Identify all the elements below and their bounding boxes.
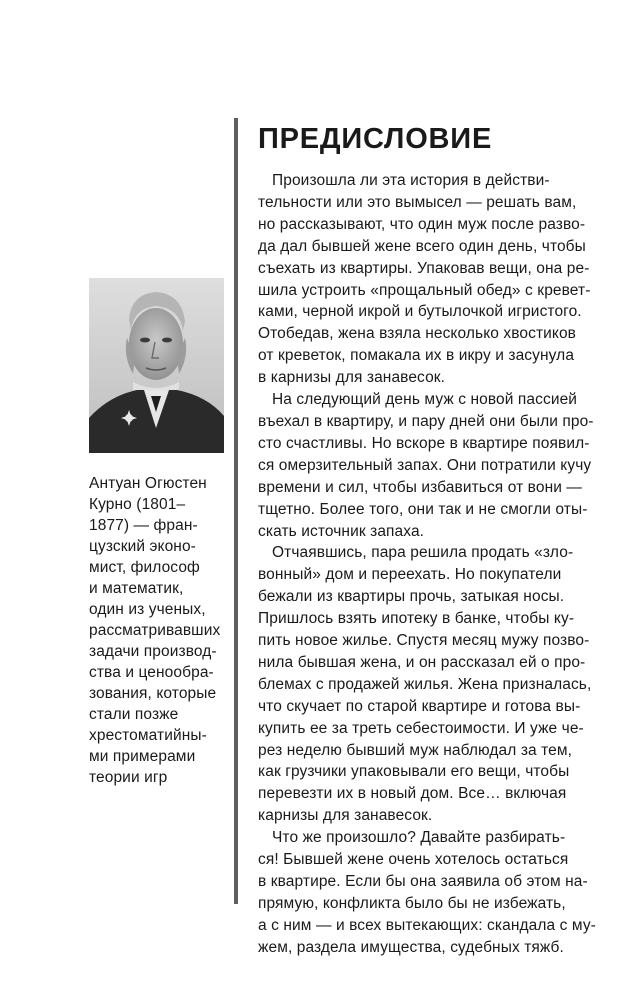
body-line: тельности или это вымысел — решать вам, bbox=[258, 193, 577, 211]
body-line: ся омерзительный запах. Они потратили кучу bbox=[258, 456, 592, 474]
body-line: На следующий день муж с новой пассией bbox=[272, 391, 578, 409]
body-line: блемах с продажей жилья. Жена призналась, bbox=[258, 675, 592, 693]
caption-line: теории игр bbox=[89, 769, 168, 786]
portrait-illustration bbox=[89, 278, 224, 453]
portrait-photo bbox=[89, 278, 224, 453]
page-title: ПРЕДИСЛОВИЕ bbox=[258, 123, 493, 155]
body-line: сто счастливы. Но вскоре в квартире появил- bbox=[258, 434, 590, 452]
body-line: Что же произошло? Давайте разбирать- bbox=[272, 829, 566, 847]
body-line: шила устроить «прощальный обед» с кревет- bbox=[258, 281, 591, 299]
caption-line: хрестоматийны- bbox=[89, 727, 207, 744]
caption-line: Антуан Огюстен bbox=[89, 475, 207, 492]
body-line: купить ее за треть себестоимости. И уже че- bbox=[258, 719, 584, 737]
body-line: пить новое жилье. Спустя месяц мужу позво- bbox=[258, 632, 590, 650]
caption-line: цузский эконо- bbox=[89, 538, 196, 555]
caption-line: стали позже bbox=[89, 706, 179, 723]
body-line: скать источник запаха. bbox=[258, 522, 425, 540]
caption-line: ства и ценообра- bbox=[89, 664, 214, 681]
body-line: карнизы для занавесок. bbox=[258, 807, 433, 825]
body-line: от креветок, помакала их в икру и засунула bbox=[258, 347, 575, 365]
caption-line: ми примерами bbox=[89, 748, 196, 765]
body-line: как грузчики упаковывали его вещи, чтобы bbox=[258, 763, 570, 781]
body-line: но рассказывают, что один муж после разво- bbox=[258, 215, 586, 233]
body-line: перевезти их в новый дом. Все… включая bbox=[258, 785, 567, 803]
caption-line: один из ученых, bbox=[89, 601, 206, 618]
body-line: в квартире. Если бы она заявила об этом на- bbox=[258, 873, 588, 890]
body-line: нила бывшая жена, и он рассказал ей о про- bbox=[258, 653, 586, 671]
body-line: времени и сил, чтобы избавиться от вони — bbox=[258, 478, 582, 496]
body-text bbox=[258, 170, 596, 959]
body-line: тщетно. Более того, они так и не смогли оты- bbox=[258, 500, 588, 518]
body-line: прямую, конфликта было бы не избежать, bbox=[258, 894, 566, 912]
caption-line: Курно (1801– bbox=[89, 496, 186, 513]
caption-line: зования, которые bbox=[89, 685, 217, 702]
body-line: въехал в квартиру, и пару дней они были про- bbox=[258, 412, 594, 430]
body-line: Отобедав, жена взяла несколько хвостиков bbox=[258, 325, 577, 343]
body-line: да дал бывшей жене всего один день, чтобы bbox=[258, 237, 586, 255]
body-line: Отчаявшись, пара решила продать «зло- bbox=[272, 544, 574, 562]
caption-line: 1877) — фран- bbox=[89, 517, 198, 534]
vertical-divider bbox=[234, 118, 238, 904]
body-line: Произошла ли эта история в действи- bbox=[272, 172, 550, 189]
caption-line: рассматривавших bbox=[89, 622, 221, 639]
body-line: ками, черной икрой и бутылочкой игристого. bbox=[258, 303, 582, 321]
body-line: жем, раздела имущества, судебных тяжб. bbox=[258, 938, 564, 956]
body-line: бежали из квартиры прочь, затыкая носы. bbox=[258, 588, 565, 606]
body-line: а с ним — и всех вытекающих: скандала с му- bbox=[258, 916, 596, 934]
caption-line: мист, философ bbox=[89, 559, 200, 576]
body-line: съехать из квартиры. Упаковав вещи, она ре- bbox=[258, 259, 590, 277]
caption-line: задачи производ- bbox=[89, 643, 217, 660]
body-line: Пришлось взять ипотеку в банке, чтобы ку- bbox=[258, 610, 575, 628]
portrait-caption bbox=[89, 473, 229, 788]
body-line: в карнизы для занавесок. bbox=[258, 369, 446, 387]
body-line: вонный» дом и переехать. Но покупатели bbox=[258, 566, 562, 584]
body-line: рез неделю бывший муж наблюдал за тем, bbox=[258, 741, 573, 759]
body-line: ся! Бывшей жене очень хотелось остаться bbox=[258, 851, 569, 869]
caption-line: и математик, bbox=[89, 580, 184, 597]
body-line: что скучает по старой квартире и готова вы- bbox=[258, 697, 581, 715]
